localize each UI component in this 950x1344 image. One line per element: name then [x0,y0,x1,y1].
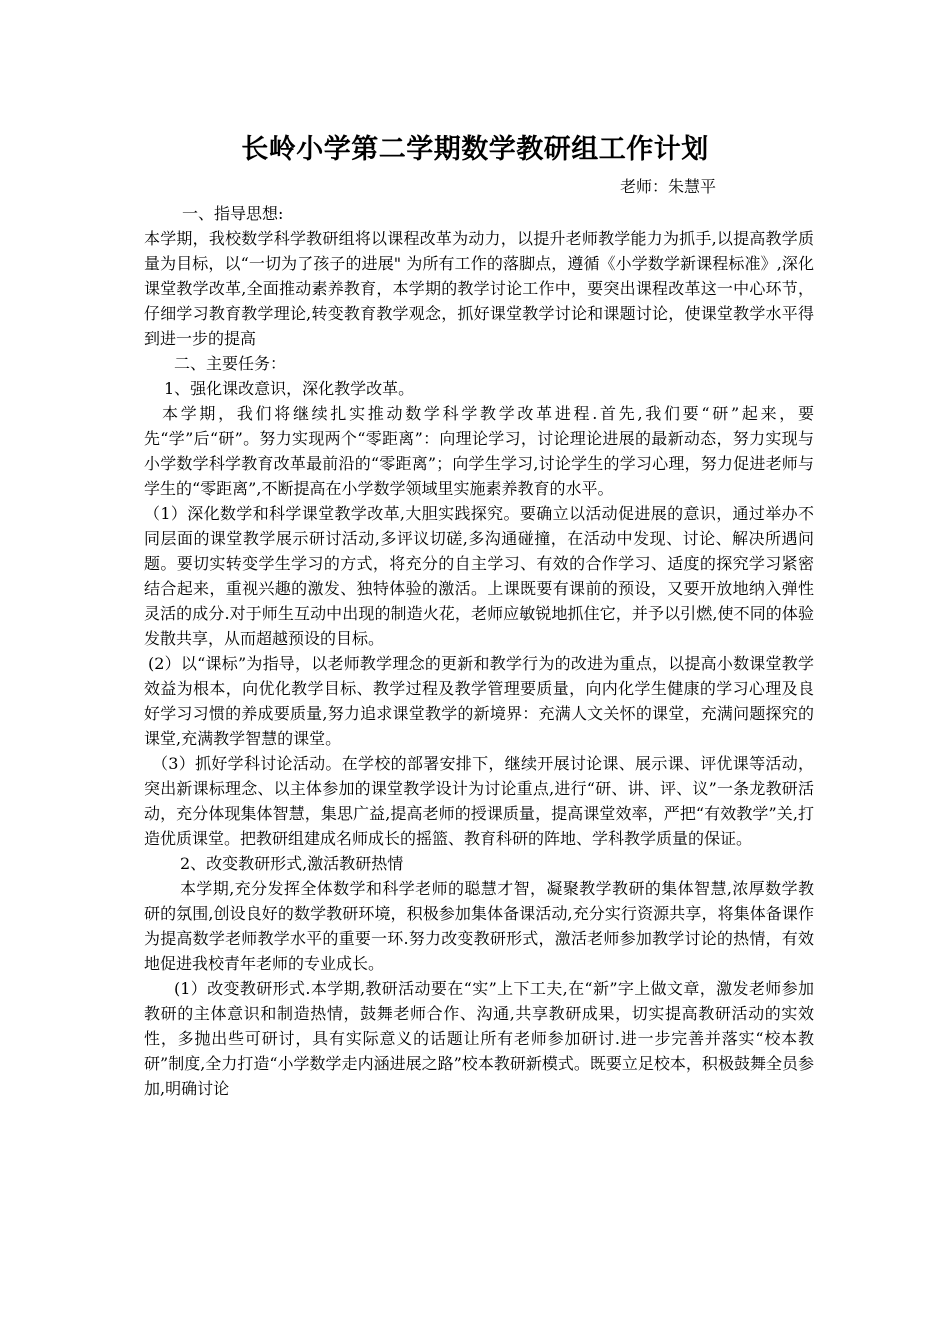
paragraph: （3）抓好学科讨论活动。在学校的部署安排下，继续开展讨论课、展示课、评优课等活动，突出新课标理念、以主体参加的课堂教学设计为讨论重点,进行“研、讲、评、议”一条龙教研活动，充分体现集体智慧，集思广益,提高老师的授课质量，提高课堂效率，严把“有效教学”关,打造优质课堂。把教研组建成名师成长的摇篮、教育科研的阵地、学科教学质量的保证。 [144,754,814,848]
document-body [144,201,814,1101]
subsection-heading: 2、改变教研形式,激活教研热情 [180,854,404,873]
paragraph: 本学期,充分发挥全体数学和科学老师的聪慧才智，凝聚教学教研的集体智慧,浓厚数学教研的氛围,创设良好的数学教研环境，积极参加集体备课活动,充分实行资源共享，将集体备课作为提高数学老师教学水平的重要一环.努力改变教研形式，激活老师参加教学讨论的热情，有效地促进我校青年老师的专业成长。 [144,879,814,973]
paragraph: 本学期，我们将继续扎实推动数学科学教学改革进程.首先,我们要“研”起来，要先“学”后“研”。努力实现两个“零距离”：向理论学习，讨论理论进展的最新动态，努力实现与小学数学科学教育改革最前沿的“零距离”；向学生学习,讨论学生的学习心理，努力促进老师与学生的“零距离”,不断提高在小学数学领域里实施素养教育的水平。 [144,404,814,498]
paragraph: (1）改变教研形式.本学期,教研活动要在“实”上下工夫,在“新”字上做文章，激发老师参加教研的主体意识和制造热情，鼓舞老师合作、沟通,共享教研成果，切实提高教研活动的实效性，多抛出些可研讨，具有实际意义的话题让所有老师参加研讨.进一步完善并落实“校本教研”制度,全力打造“小学数学走内涵进展之路”校本教研新模式。既要立足校本，积极鼓舞全员参加,明确讨论 [144,979,814,1098]
subsection-heading: 1、强化课改意识，深化教学改革。 [164,379,415,398]
section-heading-guiding-thought: 一、指导思想: [182,204,284,223]
document-title: 长岭小学第二学期数学教研组工作计划 [241,134,709,165]
section-heading-main-tasks: 二、主要任务： [174,354,287,373]
paragraph: （1）深化数学和科学课堂教学改革,大胆实践探究。要确立以活动促进展的意识，通过举办不同层面的课堂教学展示研讨活动,多评议切磋,多沟通碰撞，在活动中发现、讨论、解决所遇问题。要切实转变学生学习的方式，将充分的自主学习、有效的合作学习、适度的探究学习紧密结合起来，重视兴趣的激发、独特体验的激活。上课既要有课前的预设，又要开放地纳入弹性灵活的成分.对于师生互动中出现的制造火花，老师应敏锐地抓住它，并予以引燃,使不同的体验发散共享，从而超越预设的目标。 [144,504,814,648]
author-line: 老师：朱慧平 [620,177,717,196]
paragraph: 本学期，我校数学科学教研组将以课程改革为动力，以提升老师教学能力为抓手,以提高教学质量为目标，以“一切为了孩子的进展" 为所有工作的落脚点，遵循《小学数学新课程标准》,深化课堂教学改革,全面推动素养教育，本学期的教学讨论工作中，要突出课程改革这一中心环节，仔细学习教育教学理论,转变教育教学观念，抓好课堂教学讨论和课题讨论，使课堂教学水平得到进一步的提高 [144,229,814,348]
paragraph: (2）以“课标”为指导，以老师教学理念的更新和教学行为的改进为重点，以提高小数课堂教学效益为根本，向优化教学目标、教学过程及教学管理要质量，向内化学生健康的学习心理及良好学习习惯的养成要质量,努力追求课堂教学的新境界：充满人文关怀的课堂，充满问题探究的课堂,充满教学智慧的课堂。 [144,654,814,748]
